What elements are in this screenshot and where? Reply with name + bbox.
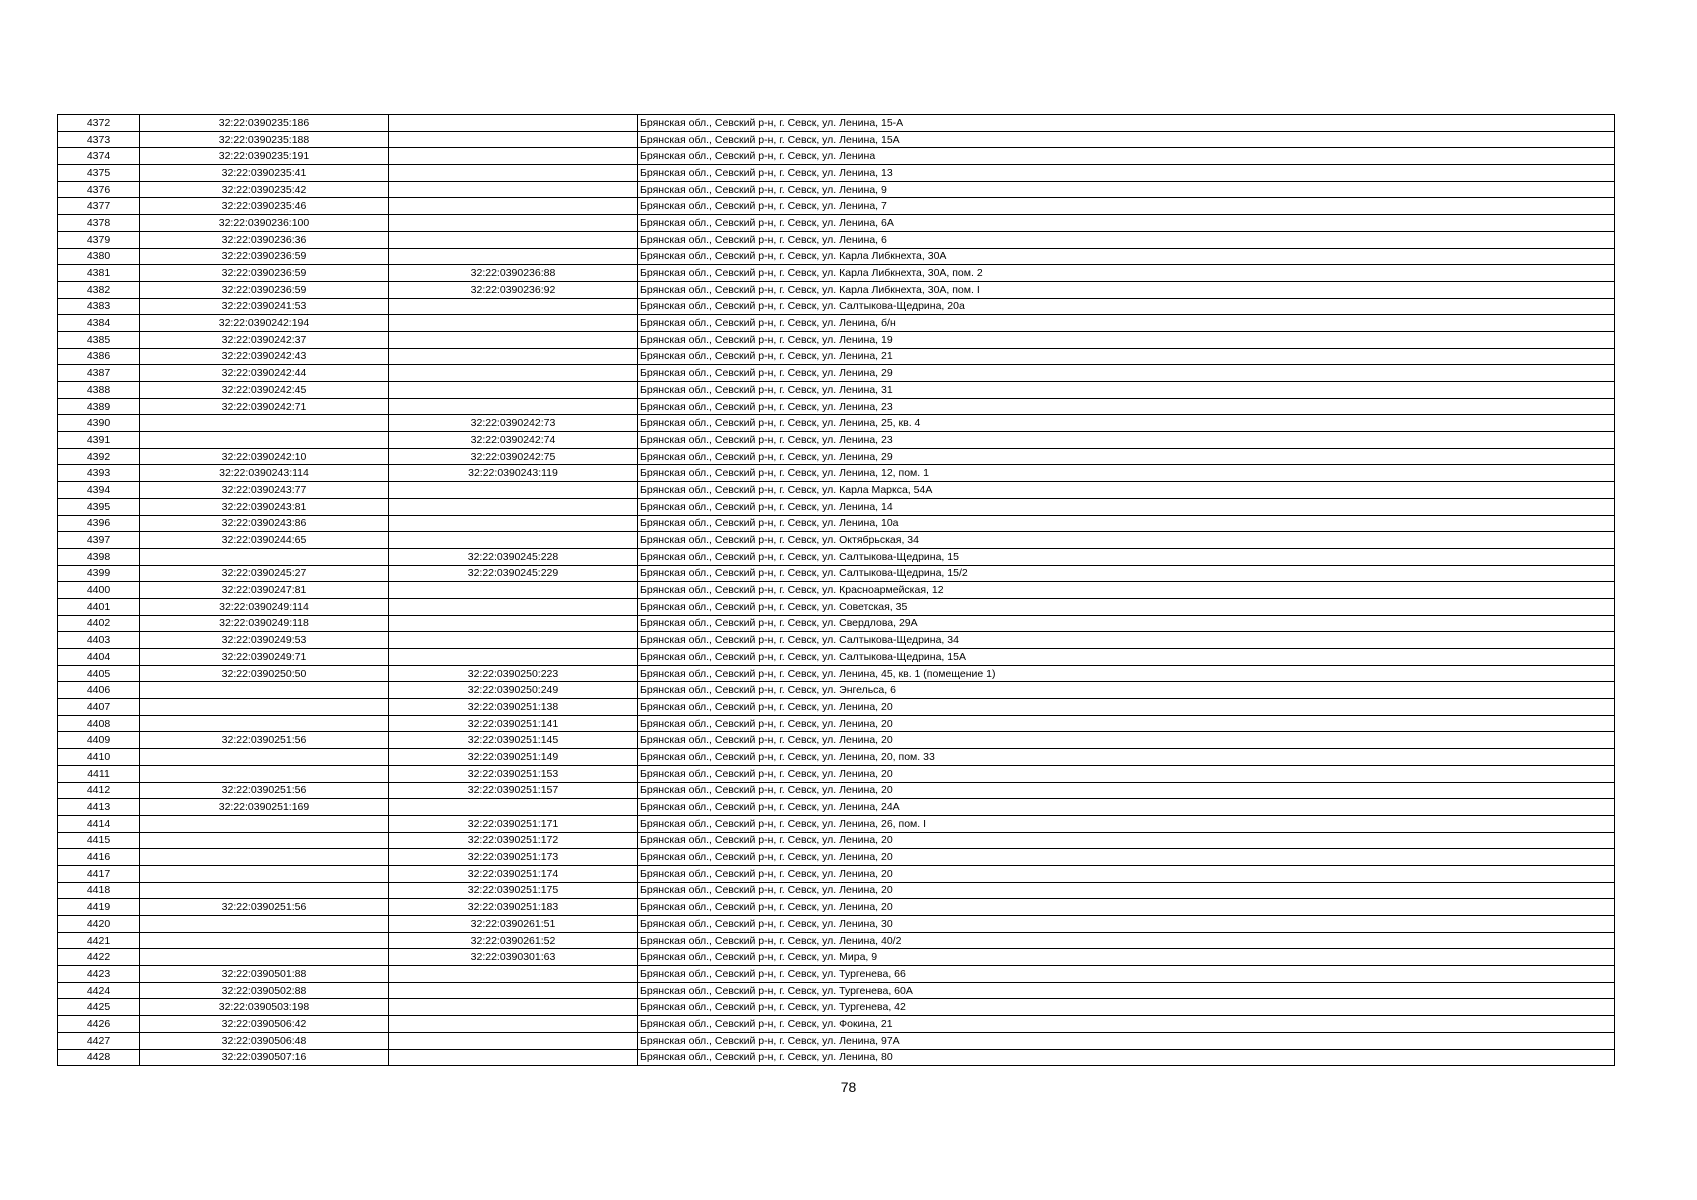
sub-cadastral-number-cell <box>389 231 638 248</box>
row-number-cell: 4402 <box>58 615 140 632</box>
cadastral-number-cell: 32:22:0390243:77 <box>140 482 389 499</box>
address-cell: Брянская обл., Севский р-н, г. Севск, ул. Энгельса, 6 <box>638 682 1615 699</box>
sub-cadastral-number-cell: 32:22:0390251:141 <box>389 715 638 732</box>
sub-cadastral-number-cell <box>389 632 638 649</box>
row-number-cell: 4403 <box>58 632 140 649</box>
sub-cadastral-number-cell <box>389 482 638 499</box>
address-cell: Брянская обл., Севский р-н, г. Севск, ул. Карла Либкнехта, 30А, пом. 2 <box>638 265 1615 282</box>
sub-cadastral-number-cell <box>389 1032 638 1049</box>
address-cell: Брянская обл., Севский р-н, г. Севск, ул. Тургенева, 42 <box>638 999 1615 1016</box>
table-row <box>58 966 1615 983</box>
address-cell: Брянская обл., Севский р-н, г. Севск, ул. Ленина, 20 <box>638 849 1615 866</box>
row-number-cell: 4392 <box>58 448 140 465</box>
table-row <box>58 598 1615 615</box>
address-cell: Брянская обл., Севский р-н, г. Севск, ул. Ленина, 6 <box>638 231 1615 248</box>
row-number-cell: 4389 <box>58 398 140 415</box>
address-cell: Брянская обл., Севский р-н, г. Севск, ул. Ленина, 45, кв. 1 (помещение 1) <box>638 665 1615 682</box>
address-cell: Брянская обл., Севский р-н, г. Севск, ул. Карла Либкнехта, 30А <box>638 248 1615 265</box>
cadastral-number-cell <box>140 865 389 882</box>
row-number-cell: 4398 <box>58 548 140 565</box>
cadastral-number-cell: 32:22:0390236:59 <box>140 248 389 265</box>
cadastral-number-cell: 32:22:0390242:37 <box>140 331 389 348</box>
table-row <box>58 682 1615 699</box>
address-cell: Брянская обл., Севский р-н, г. Севск, ул. Ленина, 23 <box>638 432 1615 449</box>
sub-cadastral-number-cell: 32:22:0390242:73 <box>389 415 638 432</box>
sub-cadastral-number-cell <box>389 532 638 549</box>
table-row <box>58 465 1615 482</box>
address-cell: Брянская обл., Севский р-н, г. Севск, ул. Салтыкова-Щедрина, 15/2 <box>638 565 1615 582</box>
row-number-cell: 4413 <box>58 799 140 816</box>
row-number-cell: 4408 <box>58 715 140 732</box>
sub-cadastral-number-cell: 32:22:0390251:183 <box>389 899 638 916</box>
address-cell: Брянская обл., Севский р-н, г. Севск, ул. Ленина, 40/2 <box>638 932 1615 949</box>
cadastral-number-cell: 32:22:0390235:46 <box>140 198 389 215</box>
row-number-cell: 4382 <box>58 281 140 298</box>
sub-cadastral-number-cell <box>389 999 638 1016</box>
cadastral-number-cell: 32:22:0390507:16 <box>140 1049 389 1066</box>
address-cell: Брянская обл., Севский р-н, г. Севск, ул. Ленина, 20 <box>638 765 1615 782</box>
row-number-cell: 4422 <box>58 949 140 966</box>
sub-cadastral-number-cell: 32:22:0390261:51 <box>389 916 638 933</box>
table-row <box>58 899 1615 916</box>
address-cell: Брянская обл., Севский р-н, г. Севск, ул. Ленина, 20 <box>638 715 1615 732</box>
sub-cadastral-number-cell: 32:22:0390250:249 <box>389 682 638 699</box>
cadastral-number-cell <box>140 882 389 899</box>
row-number-cell: 4420 <box>58 916 140 933</box>
address-cell: Брянская обл., Севский р-н, г. Севск, ул. Карла Либкнехта, 30А, пом. I <box>638 281 1615 298</box>
address-cell: Брянская обл., Севский р-н, г. Севск, ул. Салтыкова-Щедрина, 15 <box>638 548 1615 565</box>
cadastral-number-cell <box>140 765 389 782</box>
sub-cadastral-number-cell: 32:22:0390245:228 <box>389 548 638 565</box>
address-cell: Брянская обл., Севский р-н, г. Севск, ул. Ленина, 80 <box>638 1049 1615 1066</box>
sub-cadastral-number-cell <box>389 315 638 332</box>
sub-cadastral-number-cell <box>389 198 638 215</box>
table-row <box>58 1049 1615 1066</box>
table-row <box>58 999 1615 1016</box>
address-cell: Брянская обл., Севский р-н, г. Севск, ул. Свердлова, 29А <box>638 615 1615 632</box>
sub-cadastral-number-cell: 32:22:0390251:172 <box>389 832 638 849</box>
sub-cadastral-number-cell <box>389 982 638 999</box>
row-number-cell: 4419 <box>58 899 140 916</box>
table-row <box>58 815 1615 832</box>
table-row <box>58 198 1615 215</box>
cadastral-number-cell: 32:22:0390235:188 <box>140 131 389 148</box>
address-cell: Брянская обл., Севский р-н, г. Севск, ул. Ленина, б/н <box>638 315 1615 332</box>
sub-cadastral-number-cell: 32:22:0390250:223 <box>389 665 638 682</box>
cadastral-number-cell <box>140 749 389 766</box>
sub-cadastral-number-cell <box>389 298 638 315</box>
cadastral-number-cell: 32:22:0390249:53 <box>140 632 389 649</box>
cadastral-number-cell: 32:22:0390242:71 <box>140 398 389 415</box>
address-cell: Брянская обл., Севский р-н, г. Севск, ул. Ленина, 13 <box>638 165 1615 182</box>
table-row <box>58 165 1615 182</box>
address-cell: Брянская обл., Севский р-н, г. Севск, ул. Ленина, 14 <box>638 498 1615 515</box>
sub-cadastral-number-cell: 32:22:0390242:74 <box>389 432 638 449</box>
sub-cadastral-number-cell <box>389 598 638 615</box>
table-row <box>58 331 1615 348</box>
row-number-cell: 4395 <box>58 498 140 515</box>
cadastral-number-cell: 32:22:0390251:56 <box>140 732 389 749</box>
address-cell: Брянская обл., Севский р-н, г. Севск, ул. Ленина, 7 <box>638 198 1615 215</box>
cadastral-number-cell: 32:22:0390241:53 <box>140 298 389 315</box>
row-number-cell: 4372 <box>58 115 140 132</box>
table-row <box>58 532 1615 549</box>
row-number-cell: 4396 <box>58 515 140 532</box>
table-row <box>58 515 1615 532</box>
address-cell: Брянская обл., Севский р-н, г. Севск, ул. Ленина, 29 <box>638 365 1615 382</box>
row-number-cell: 4374 <box>58 148 140 165</box>
address-cell: Брянская обл., Севский р-н, г. Севск, ул. Ленина, 15-А <box>638 115 1615 132</box>
address-cell: Брянская обл., Севский р-н, г. Севск, ул. Ленина, 9 <box>638 181 1615 198</box>
cadastral-number-cell: 32:22:0390501:88 <box>140 966 389 983</box>
table-row <box>58 348 1615 365</box>
row-number-cell: 4404 <box>58 649 140 666</box>
table-row <box>58 949 1615 966</box>
sub-cadastral-number-cell: 32:22:0390251:149 <box>389 749 638 766</box>
address-cell: Брянская обл., Севский р-н, г. Севск, ул. Ленина, 23 <box>638 398 1615 415</box>
table-row <box>58 882 1615 899</box>
sub-cadastral-number-cell: 32:22:0390242:75 <box>389 448 638 465</box>
sub-cadastral-number-cell: 32:22:0390251:173 <box>389 849 638 866</box>
address-cell: Брянская обл., Севский р-н, г. Севск, ул. Красноармейская, 12 <box>638 582 1615 599</box>
cadastral-number-cell: 32:22:0390242:10 <box>140 448 389 465</box>
row-number-cell: 4406 <box>58 682 140 699</box>
address-cell: Брянская обл., Севский р-н, г. Севск, ул. Ленина, 24А <box>638 799 1615 816</box>
sub-cadastral-number-cell <box>389 398 638 415</box>
sub-cadastral-number-cell: 32:22:0390251:174 <box>389 865 638 882</box>
table-row <box>58 315 1615 332</box>
table-row <box>58 1032 1615 1049</box>
property-table <box>57 114 1615 1066</box>
table-row <box>58 382 1615 399</box>
sub-cadastral-number-cell <box>389 131 638 148</box>
cadastral-number-cell: 32:22:0390242:43 <box>140 348 389 365</box>
cadastral-number-cell: 32:22:0390247:81 <box>140 582 389 599</box>
sub-cadastral-number-cell <box>389 615 638 632</box>
cadastral-number-cell: 32:22:0390506:48 <box>140 1032 389 1049</box>
cadastral-number-cell: 32:22:0390502:88 <box>140 982 389 999</box>
cadastral-number-cell <box>140 548 389 565</box>
address-cell: Брянская обл., Севский р-н, г. Севск, ул. Салтыкова-Щедрина, 15А <box>638 649 1615 666</box>
row-number-cell: 4377 <box>58 198 140 215</box>
address-cell: Брянская обл., Севский р-н, г. Севск, ул. Октябрьская, 34 <box>638 532 1615 549</box>
row-number-cell: 4411 <box>58 765 140 782</box>
row-number-cell: 4399 <box>58 565 140 582</box>
sub-cadastral-number-cell: 32:22:0390251:153 <box>389 765 638 782</box>
address-cell: Брянская обл., Севский р-н, г. Севск, ул. Ленина <box>638 148 1615 165</box>
table-row <box>58 1016 1615 1033</box>
cadastral-number-cell: 32:22:0390235:191 <box>140 148 389 165</box>
cadastral-number-cell: 32:22:0390243:81 <box>140 498 389 515</box>
table-row <box>58 832 1615 849</box>
sub-cadastral-number-cell <box>389 582 638 599</box>
sub-cadastral-number-cell: 32:22:0390236:88 <box>389 265 638 282</box>
sub-cadastral-number-cell <box>389 248 638 265</box>
row-number-cell: 4384 <box>58 315 140 332</box>
row-number-cell: 4378 <box>58 215 140 232</box>
cadastral-number-cell <box>140 432 389 449</box>
address-cell: Брянская обл., Севский р-н, г. Севск, ул. Ленина, 25, кв. 4 <box>638 415 1615 432</box>
address-cell: Брянская обл., Севский р-н, г. Севск, ул. Ленина, 29 <box>638 448 1615 465</box>
row-number-cell: 4412 <box>58 782 140 799</box>
sub-cadastral-number-cell <box>389 331 638 348</box>
cadastral-number-cell <box>140 715 389 732</box>
cadastral-number-cell <box>140 916 389 933</box>
table-row <box>58 181 1615 198</box>
sub-cadastral-number-cell <box>389 348 638 365</box>
sub-cadastral-number-cell <box>389 115 638 132</box>
table-row <box>58 749 1615 766</box>
sub-cadastral-number-cell <box>389 148 638 165</box>
sub-cadastral-number-cell <box>389 799 638 816</box>
table-row <box>58 415 1615 432</box>
table-row <box>58 665 1615 682</box>
cadastral-number-cell: 32:22:0390244:65 <box>140 532 389 549</box>
address-cell: Брянская обл., Севский р-н, г. Севск, ул. Ленина, 21 <box>638 348 1615 365</box>
address-cell: Брянская обл., Севский р-н, г. Севск, ул. Ленина, 20 <box>638 699 1615 716</box>
sub-cadastral-number-cell <box>389 215 638 232</box>
address-cell: Брянская обл., Севский р-н, г. Севск, ул. Ленина, 12, пом. 1 <box>638 465 1615 482</box>
address-cell: Брянская обл., Севский р-н, г. Севск, ул. Салтыкова-Щедрина, 20а <box>638 298 1615 315</box>
cadastral-number-cell: 32:22:0390235:42 <box>140 181 389 198</box>
address-cell: Брянская обл., Севский р-н, г. Севск, ул. Ленина, 30 <box>638 916 1615 933</box>
table-row <box>58 115 1615 132</box>
table-row <box>58 365 1615 382</box>
row-number-cell: 4373 <box>58 131 140 148</box>
sub-cadastral-number-cell: 32:22:0390251:138 <box>389 699 638 716</box>
row-number-cell: 4390 <box>58 415 140 432</box>
sub-cadastral-number-cell <box>389 382 638 399</box>
cadastral-number-cell: 32:22:0390242:45 <box>140 382 389 399</box>
table-row <box>58 281 1615 298</box>
address-cell: Брянская обл., Севский р-н, г. Севск, ул. Ленина, 20 <box>638 782 1615 799</box>
row-number-cell: 4387 <box>58 365 140 382</box>
table-row <box>58 715 1615 732</box>
row-number-cell: 4418 <box>58 882 140 899</box>
sub-cadastral-number-cell: 32:22:0390236:92 <box>389 281 638 298</box>
table-row <box>58 732 1615 749</box>
address-cell: Брянская обл., Севский р-н, г. Севск, ул. Ленина, 26, пом. I <box>638 815 1615 832</box>
table-row <box>58 131 1615 148</box>
cadastral-number-cell <box>140 832 389 849</box>
table-row <box>58 982 1615 999</box>
table-row <box>58 932 1615 949</box>
cadastral-number-cell: 32:22:0390242:194 <box>140 315 389 332</box>
row-number-cell: 4405 <box>58 665 140 682</box>
cadastral-number-cell <box>140 682 389 699</box>
sub-cadastral-number-cell: 32:22:0390251:171 <box>389 815 638 832</box>
cadastral-number-cell: 32:22:0390235:186 <box>140 115 389 132</box>
row-number-cell: 4409 <box>58 732 140 749</box>
cadastral-number-cell: 32:22:0390236:59 <box>140 265 389 282</box>
cadastral-number-cell <box>140 699 389 716</box>
cadastral-number-cell <box>140 932 389 949</box>
sub-cadastral-number-cell <box>389 1016 638 1033</box>
table-row <box>58 215 1615 232</box>
sub-cadastral-number-cell <box>389 515 638 532</box>
table-row <box>58 565 1615 582</box>
table-row <box>58 432 1615 449</box>
address-cell: Брянская обл., Севский р-н, г. Севск, ул. Салтыкова-Щедрина, 34 <box>638 632 1615 649</box>
cadastral-number-cell: 32:22:0390251:56 <box>140 782 389 799</box>
table-row <box>58 231 1615 248</box>
row-number-cell: 4425 <box>58 999 140 1016</box>
address-cell: Брянская обл., Севский р-н, г. Севск, ул. Ленина, 31 <box>638 382 1615 399</box>
sub-cadastral-number-cell <box>389 165 638 182</box>
cadastral-number-cell: 32:22:0390236:59 <box>140 281 389 298</box>
sub-cadastral-number-cell <box>389 1049 638 1066</box>
cadastral-number-cell <box>140 849 389 866</box>
address-cell: Брянская обл., Севский р-н, г. Севск, ул. Советская, 35 <box>638 598 1615 615</box>
sub-cadastral-number-cell: 32:22:0390251:157 <box>389 782 638 799</box>
row-number-cell: 4391 <box>58 432 140 449</box>
address-cell: Брянская обл., Севский р-н, г. Севск, ул. Ленина, 19 <box>638 331 1615 348</box>
sub-cadastral-number-cell <box>389 498 638 515</box>
sub-cadastral-number-cell: 32:22:0390261:52 <box>389 932 638 949</box>
row-number-cell: 4414 <box>58 815 140 832</box>
sub-cadastral-number-cell <box>389 365 638 382</box>
address-cell: Брянская обл., Севский р-н, г. Севск, ул. Мира, 9 <box>638 949 1615 966</box>
row-number-cell: 4388 <box>58 382 140 399</box>
cadastral-number-cell: 32:22:0390245:27 <box>140 565 389 582</box>
address-cell: Брянская обл., Севский р-н, г. Севск, ул. Карла Маркса, 54А <box>638 482 1615 499</box>
table-row <box>58 398 1615 415</box>
row-number-cell: 4397 <box>58 532 140 549</box>
sub-cadastral-number-cell <box>389 966 638 983</box>
address-cell: Брянская обл., Севский р-н, г. Севск, ул. Ленина, 20 <box>638 732 1615 749</box>
cadastral-number-cell: 32:22:0390503:198 <box>140 999 389 1016</box>
sub-cadastral-number-cell: 32:22:0390243:119 <box>389 465 638 482</box>
address-cell: Брянская обл., Севский р-н, г. Севск, ул. Ленина, 20 <box>638 899 1615 916</box>
table-row <box>58 649 1615 666</box>
row-number-cell: 4379 <box>58 231 140 248</box>
cadastral-number-cell: 32:22:0390251:56 <box>140 899 389 916</box>
cadastral-number-cell: 32:22:0390249:114 <box>140 598 389 615</box>
row-number-cell: 4421 <box>58 932 140 949</box>
property-table-body <box>58 115 1615 1066</box>
table-row <box>58 448 1615 465</box>
row-number-cell: 4423 <box>58 966 140 983</box>
cadastral-number-cell: 32:22:0390236:100 <box>140 215 389 232</box>
page-number: 78 <box>840 1079 857 1095</box>
sub-cadastral-number-cell <box>389 649 638 666</box>
table-row <box>58 482 1615 499</box>
cadastral-number-cell: 32:22:0390243:86 <box>140 515 389 532</box>
table-row <box>58 765 1615 782</box>
row-number-cell: 4385 <box>58 331 140 348</box>
row-number-cell: 4428 <box>58 1049 140 1066</box>
table-row <box>58 298 1615 315</box>
address-cell: Брянская обл., Севский р-н, г. Севск, ул. Ленина, 20 <box>638 882 1615 899</box>
address-cell: Брянская обл., Севский р-н, г. Севск, ул. Ленина, 15А <box>638 131 1615 148</box>
row-number-cell: 4424 <box>58 982 140 999</box>
table-row <box>58 916 1615 933</box>
row-number-cell: 4380 <box>58 248 140 265</box>
row-number-cell: 4381 <box>58 265 140 282</box>
row-number-cell: 4426 <box>58 1016 140 1033</box>
row-number-cell: 4383 <box>58 298 140 315</box>
table-row <box>58 699 1615 716</box>
row-number-cell: 4375 <box>58 165 140 182</box>
table-row <box>58 632 1615 649</box>
sub-cadastral-number-cell: 32:22:0390251:145 <box>389 732 638 749</box>
sub-cadastral-number-cell: 32:22:0390301:63 <box>389 949 638 966</box>
address-cell: Брянская обл., Севский р-н, г. Севск, ул. Фокина, 21 <box>638 1016 1615 1033</box>
address-cell: Брянская обл., Севский р-н, г. Севск, ул. Ленина, 20 <box>638 832 1615 849</box>
table-row <box>58 865 1615 882</box>
row-number-cell: 4400 <box>58 582 140 599</box>
row-number-cell: 4427 <box>58 1032 140 1049</box>
address-cell: Брянская обл., Севский р-н, г. Севск, ул. Ленина, 10а <box>638 515 1615 532</box>
cadastral-number-cell <box>140 815 389 832</box>
table-row <box>58 265 1615 282</box>
cadastral-number-cell: 32:22:0390235:41 <box>140 165 389 182</box>
cadastral-number-cell <box>140 415 389 432</box>
row-number-cell: 4415 <box>58 832 140 849</box>
table-row <box>58 582 1615 599</box>
cadastral-number-cell <box>140 949 389 966</box>
row-number-cell: 4417 <box>58 865 140 882</box>
row-number-cell: 4407 <box>58 699 140 716</box>
cadastral-number-cell: 32:22:0390250:50 <box>140 665 389 682</box>
row-number-cell: 4394 <box>58 482 140 499</box>
sub-cadastral-number-cell: 32:22:0390251:175 <box>389 882 638 899</box>
address-cell: Брянская обл., Севский р-н, г. Севск, ул. Ленина, 6А <box>638 215 1615 232</box>
sub-cadastral-number-cell <box>389 181 638 198</box>
row-number-cell: 4416 <box>58 849 140 866</box>
table-row <box>58 849 1615 866</box>
table-row <box>58 799 1615 816</box>
cadastral-number-cell: 32:22:0390251:169 <box>140 799 389 816</box>
table-row <box>58 548 1615 565</box>
table-row <box>58 248 1615 265</box>
sub-cadastral-number-cell: 32:22:0390245:229 <box>389 565 638 582</box>
address-cell: Брянская обл., Севский р-н, г. Севск, ул. Ленина, 20 <box>638 865 1615 882</box>
cadastral-number-cell: 32:22:0390249:118 <box>140 615 389 632</box>
address-cell: Брянская обл., Севский р-н, г. Севск, ул. Ленина, 20, пом. 33 <box>638 749 1615 766</box>
cadastral-number-cell: 32:22:0390249:71 <box>140 649 389 666</box>
table-row <box>58 498 1615 515</box>
address-cell: Брянская обл., Севский р-н, г. Севск, ул. Тургенева, 66 <box>638 966 1615 983</box>
cadastral-number-cell: 32:22:0390243:114 <box>140 465 389 482</box>
row-number-cell: 4401 <box>58 598 140 615</box>
row-number-cell: 4410 <box>58 749 140 766</box>
row-number-cell: 4376 <box>58 181 140 198</box>
table-row <box>58 782 1615 799</box>
row-number-cell: 4386 <box>58 348 140 365</box>
table-row <box>58 148 1615 165</box>
table-row <box>58 615 1615 632</box>
cadastral-number-cell: 32:22:0390506:42 <box>140 1016 389 1033</box>
cadastral-number-cell: 32:22:0390236:36 <box>140 231 389 248</box>
address-cell: Брянская обл., Севский р-н, г. Севск, ул. Ленина, 97А <box>638 1032 1615 1049</box>
address-cell: Брянская обл., Севский р-н, г. Севск, ул. Тургенева, 60А <box>638 982 1615 999</box>
cadastral-number-cell: 32:22:0390242:44 <box>140 365 389 382</box>
row-number-cell: 4393 <box>58 465 140 482</box>
